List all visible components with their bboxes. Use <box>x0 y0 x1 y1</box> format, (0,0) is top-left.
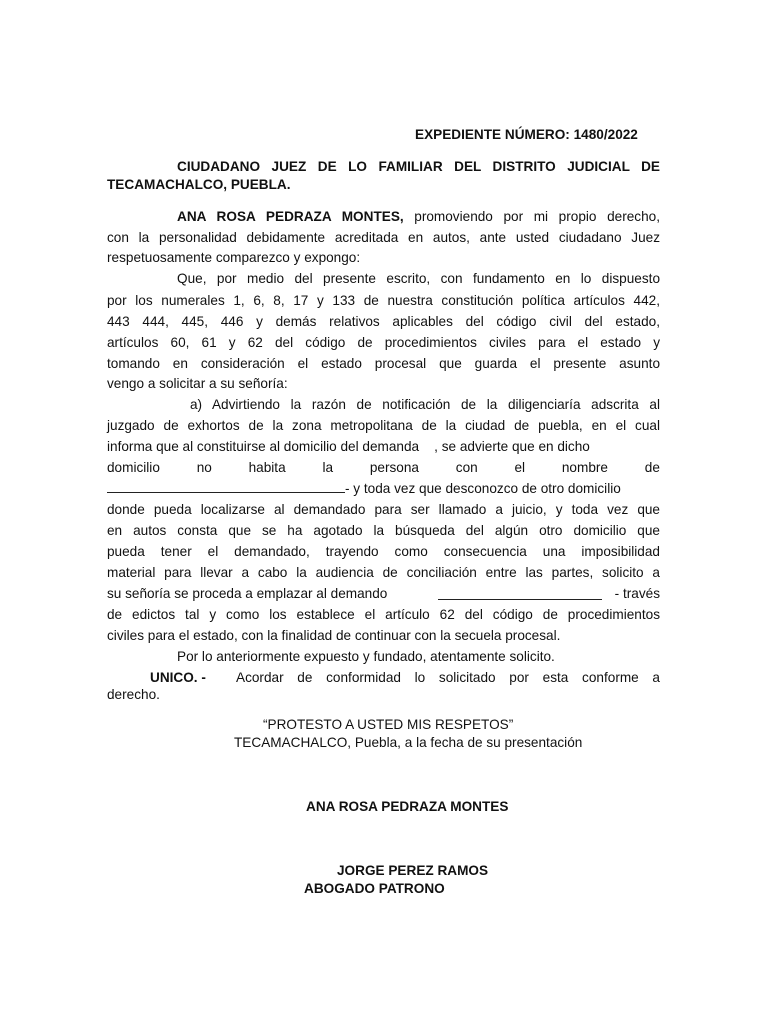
point-a-line-7: en autos consta que se ha agotado la búsqueda del algún otro domicilio que <box>107 523 660 538</box>
defendant-blank-line <box>438 587 602 600</box>
point-a-line-10 <box>107 584 660 604</box>
lawyer-title: ABOGADO PATRONO <box>304 881 445 896</box>
intro-line-2: con la personalidad debidamente acreditada en autos, ante usted ciudadano Juez <box>107 230 660 245</box>
protesto-line: “PROTESTO A USTED MIS RESPETOS” <box>263 717 514 732</box>
point-a-line-8: pueda tener el demandado, trayendo como consecuencia una imposibilidad <box>107 544 660 559</box>
body-line-1: Que, por medio del presente escrito, con fundamento en lo dispuesto <box>177 271 660 286</box>
point-a-line-3: informa que al constituirse al domicilio del demanda , se advierte que en dicho <box>107 439 590 454</box>
point-a-line-10-end: - través <box>614 586 660 601</box>
signer-name: ANA ROSA PEDRAZA MONTES <box>306 799 509 814</box>
unico-label: UNICO. - <box>150 670 206 685</box>
unico-text-2: derecho. <box>107 687 160 702</box>
intro-line-1-rest: promoviendo por mi propio derecho, <box>414 209 660 224</box>
place-date-line: TECAMACHALCO, Puebla, a la fecha de su presentación <box>234 735 583 750</box>
point-a-line-10-start: su señoría se proceda a emplazar al demando <box>107 586 388 601</box>
body-line-2: por los numerales 1, 6, 8, 17 y 133 de nuestra constitución política artículos 442, <box>107 293 660 308</box>
body-line-6: vengo a solicitar a su señoría: <box>107 376 288 391</box>
body-line-4: artículos 60, 61 y 62 del código de procedimientos civiles para el estado y <box>107 335 660 350</box>
point-a-line-12: civiles para el estado, con la finalidad de continuar con la secuela procesal. <box>107 628 561 643</box>
addressee-line-2: TECAMACHALCO, PUEBLA. <box>107 177 291 192</box>
word: habita <box>248 460 286 475</box>
point-a-line-5-rest: - y toda vez que desconozco de otro domicilio <box>345 481 621 496</box>
word: de <box>644 460 660 475</box>
word: no <box>196 460 212 475</box>
point-a-line-1: a) Advirtiendo la razón de notificación de la diligenciaría adscrita al <box>190 397 660 412</box>
unico-text: Acordar de conformidad lo solicitado por esta conforme a <box>236 670 660 685</box>
unico-line <box>150 668 660 688</box>
closing-request: Por lo anteriormente expuesto y fundado, atentamente solicito. <box>177 649 555 664</box>
word: domicilio <box>107 460 160 475</box>
lawyer-name: JORGE PEREZ RAMOS <box>337 863 489 878</box>
addressee-line-1: CIUDADANO JUEZ DE LO FAMILIAR DEL DISTRITO JUDICIAL DE <box>177 159 660 174</box>
point-a-line-11: de edictos tal y como los establece el artículo 62 del código de procedimientos <box>107 607 660 622</box>
word: persona <box>369 460 419 475</box>
point-a-line-4 <box>107 458 660 478</box>
body-line-5: tomando en consideración el estado procesal que guarda el presente asunto <box>107 356 660 371</box>
word: la <box>322 460 334 475</box>
name-blank-line <box>107 480 345 493</box>
point-a-line-5 <box>107 479 621 499</box>
point-a-line-6: donde pueda localizarse al demandado para ser llamado a juicio, y toda vez que <box>107 502 660 517</box>
case-number: EXPEDIENTE NÚMERO: 1480/2022 <box>415 127 638 142</box>
point-a-line-2: juzgado de exhortos de la zona metropolitana de la ciudad de puebla, en el cual <box>107 418 660 433</box>
word: nombre <box>561 460 608 475</box>
petitioner-name: ANA ROSA PEDRAZA MONTES, <box>177 209 404 224</box>
word: con <box>455 460 478 475</box>
intro-line-1 <box>177 207 660 227</box>
point-a-line-9: material para llevar a cabo la audiencia de conciliación entre las partes, solicito a <box>107 565 660 580</box>
intro-line-3: respetuosamente comparezco y expongo: <box>107 250 361 265</box>
word: el <box>514 460 526 475</box>
body-line-3: 443 444, 445, 446 y demás relativos aplicables del código civil del estado, <box>107 314 660 329</box>
